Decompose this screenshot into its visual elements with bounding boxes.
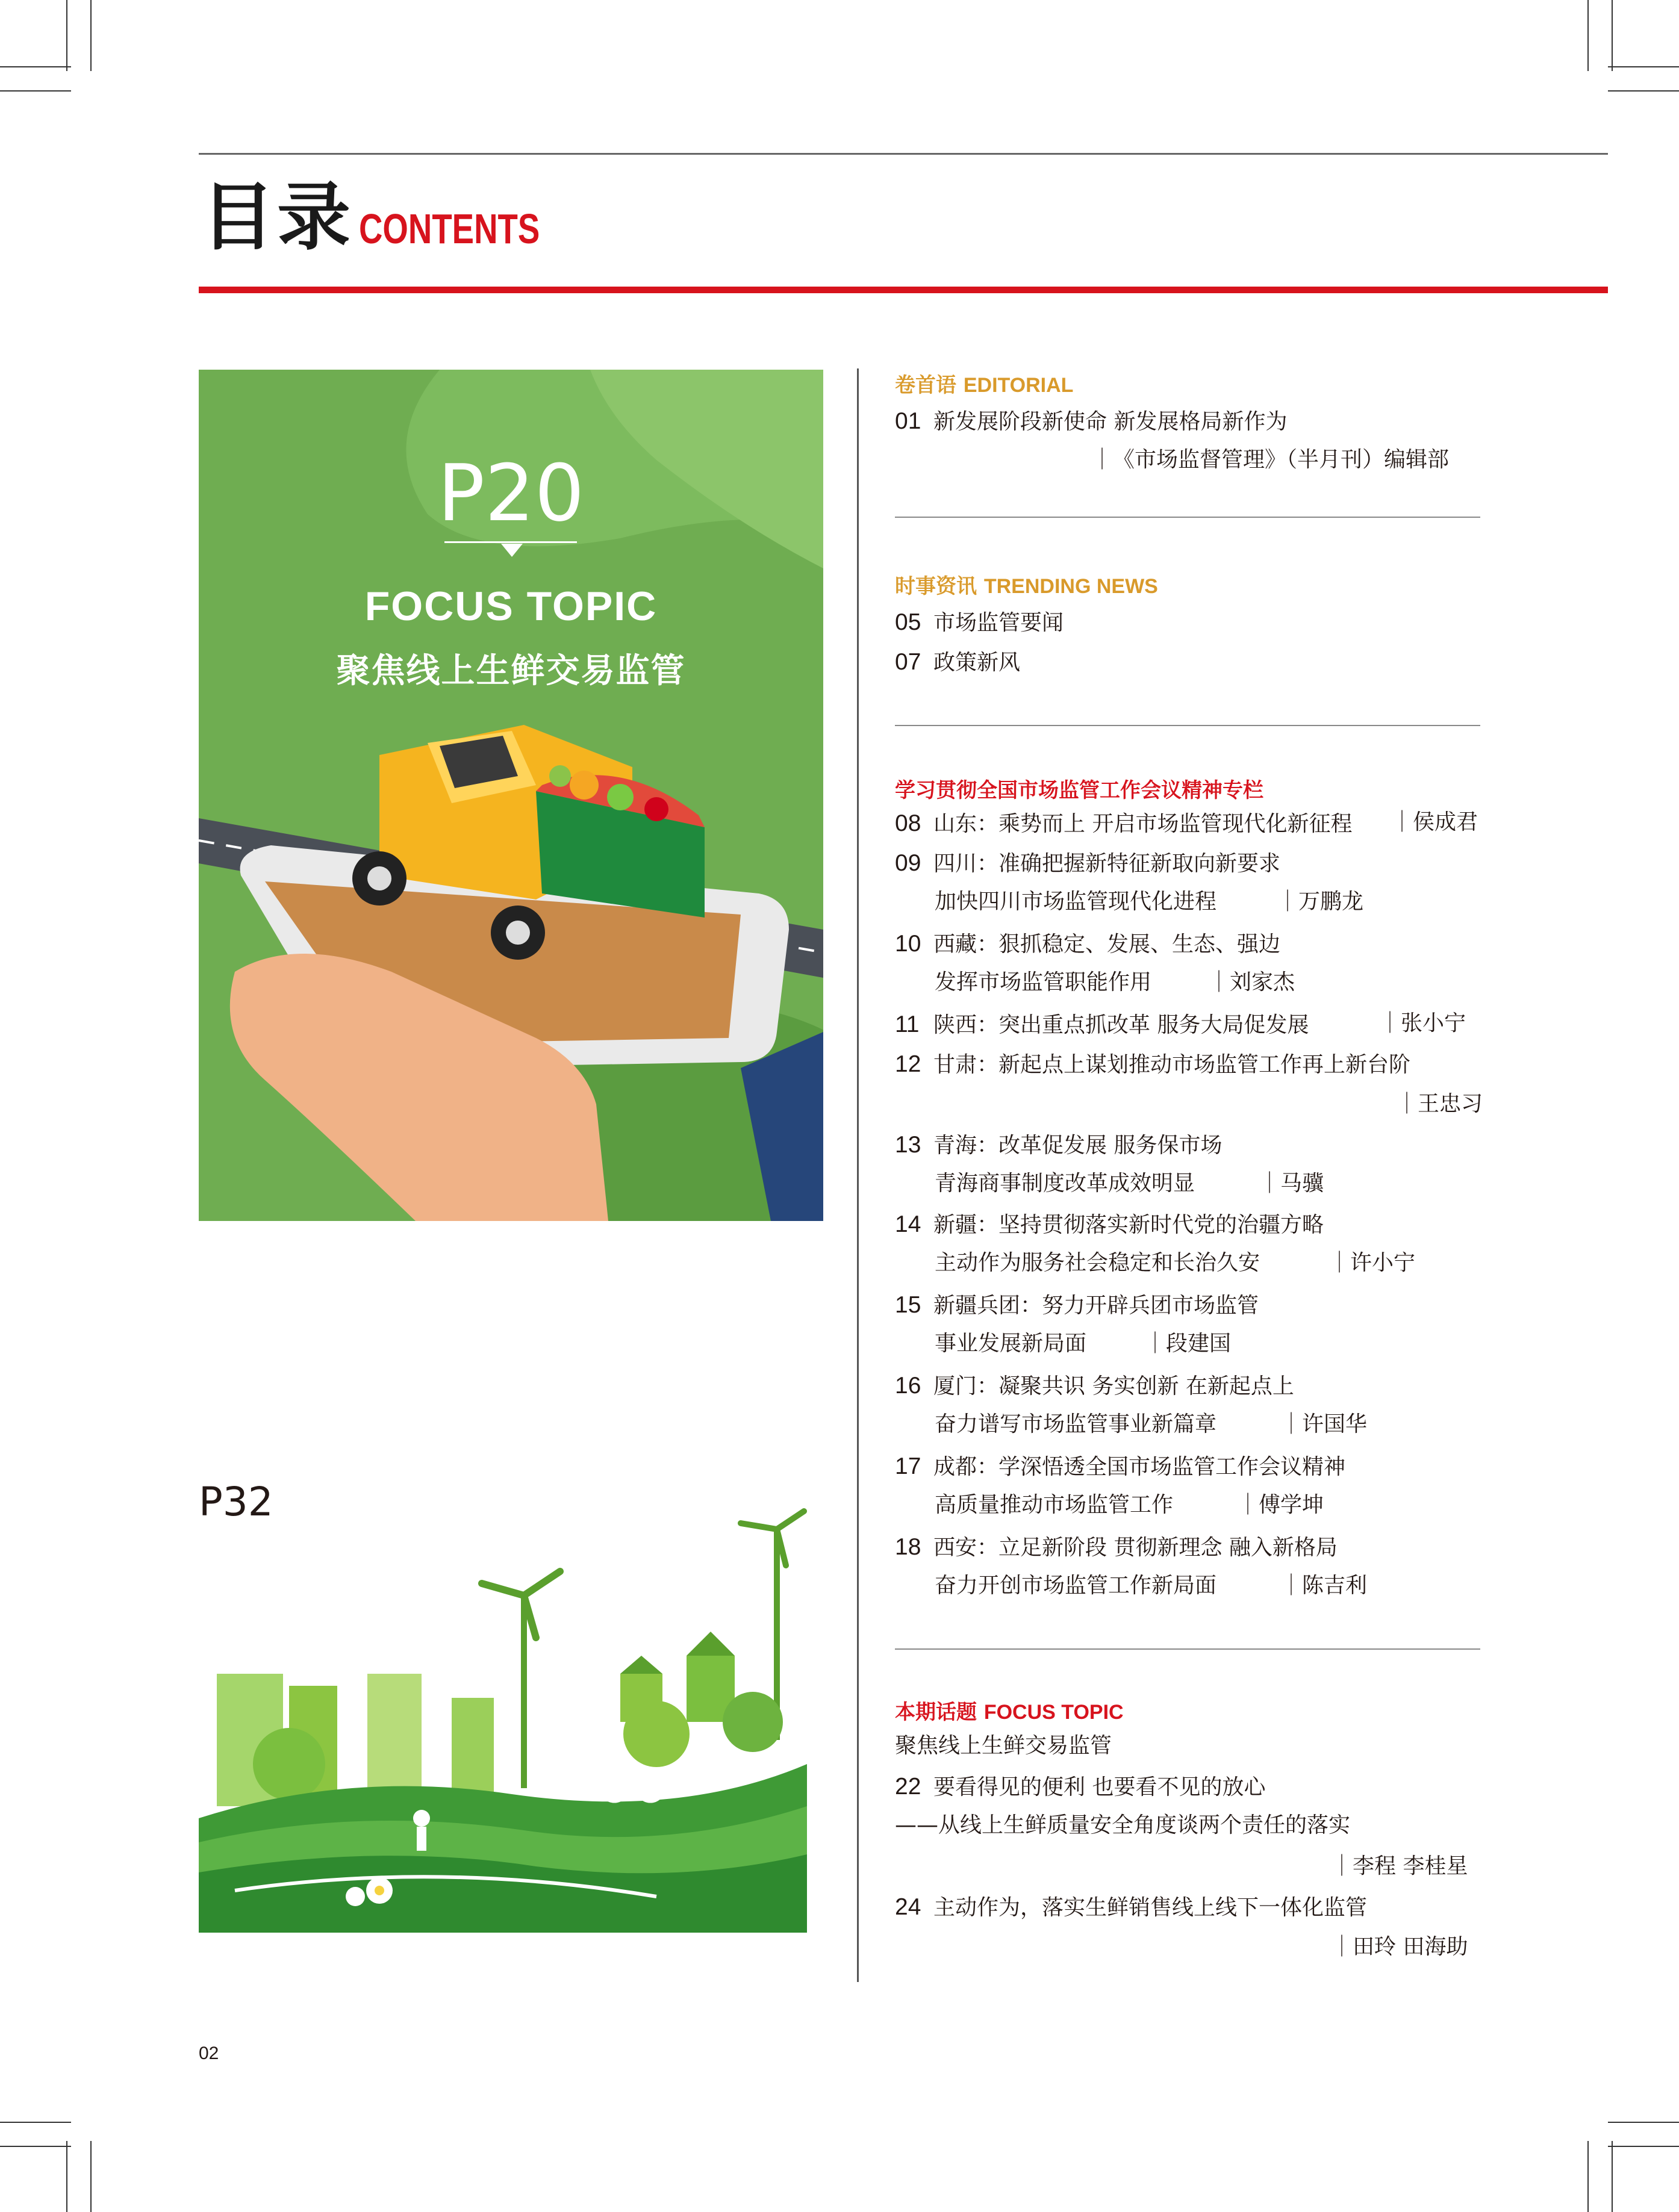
- crop-mark: [0, 2122, 71, 2123]
- toc-title-line2: 青海商事制度改革成效明显: [935, 1171, 1195, 1196]
- section-head-en: TRENDING NEWS: [983, 575, 1158, 598]
- toc-title-line2: 事业发展新局面: [935, 1331, 1087, 1356]
- section-head-zh: 时事资讯: [895, 574, 977, 598]
- toc-title: 西安：立足新阶段 贯彻新理念 融入新格局: [933, 1535, 1338, 1560]
- toc-page-number: 09: [895, 850, 921, 876]
- toc-page-number: 13: [895, 1132, 921, 1158]
- crop-mark: [1608, 66, 1679, 67]
- toc-title: 西藏：狠抓稳定、发展、生态、强边: [933, 932, 1281, 957]
- page-title: 目录: [201, 175, 353, 260]
- toc-entry-10[interactable]: [895, 932, 1280, 955]
- toc-page-number: 11: [895, 1011, 920, 1037]
- toc-title: 厦门：凝聚共识 务实创新 在新起点上: [933, 1374, 1294, 1399]
- page-title-en: CONTENTS: [359, 205, 540, 252]
- crop-mark: [1608, 2122, 1679, 2123]
- toc-entry-12[interactable]: [895, 1052, 1410, 1076]
- crop-mark: [1612, 2141, 1613, 2212]
- toc-author: ｜傅学坤: [1237, 1493, 1324, 1517]
- toc-author: ｜陈吉利: [1280, 1573, 1368, 1598]
- toc-title: 主动作为，落实生鲜销售线上线下一体化监管: [933, 1895, 1368, 1920]
- toc-author: ｜侯成君: [1391, 810, 1478, 834]
- toc-page-number: 24: [895, 1894, 921, 1920]
- section-head-special: [895, 774, 1263, 803]
- title-underline: [199, 287, 1608, 293]
- toc-entry-16[interactable]: [895, 1374, 1294, 1397]
- crop-mark: [90, 2141, 92, 2212]
- feature-label-en: FOCUS TOPIC: [364, 583, 658, 629]
- crop-mark: [0, 90, 71, 92]
- crop-mark: [0, 2146, 71, 2147]
- toc-entry-18[interactable]: [895, 1535, 1338, 1559]
- green-city-illustration[interactable]: [199, 1505, 807, 1933]
- toc-page-number: 10: [895, 931, 921, 957]
- section-head-en: FOCUS TOPIC: [983, 1701, 1124, 1724]
- section-head-focus: [895, 1695, 1124, 1725]
- toc-author: ｜万鹏龙: [1277, 889, 1364, 914]
- toc-page-number: 22: [895, 1774, 921, 1800]
- toc-title: 新疆：坚持贯彻落实新时代党的治疆方略: [933, 1213, 1324, 1237]
- toc-author: ｜马骥: [1259, 1171, 1324, 1196]
- toc-title: 成都：学深悟透全国市场监管工作会议精神: [933, 1455, 1346, 1479]
- section-head-en: EDITORIAL: [963, 374, 1074, 397]
- toc-entry-14[interactable]: [895, 1213, 1324, 1236]
- feature-page-number: P20: [437, 447, 585, 539]
- crop-mark: [1608, 90, 1679, 92]
- feature-label-zh: 聚焦线上生鲜交易监管: [336, 651, 686, 691]
- toc-entry-17[interactable]: [895, 1455, 1345, 1478]
- crop-mark: [66, 2141, 67, 2212]
- toc-author: ｜刘家杰: [1208, 970, 1295, 995]
- section-head-trending: [895, 570, 1158, 599]
- crop-mark: [0, 66, 71, 67]
- toc-title-line2: 主动作为服务社会稳定和长治久安: [935, 1250, 1260, 1275]
- crop-mark: [1608, 2146, 1679, 2147]
- divider: [444, 541, 577, 543]
- toc-page-number: 08: [895, 810, 921, 836]
- section-separator: [895, 725, 1480, 726]
- crop-mark: [1587, 2141, 1589, 2212]
- toc-title-line2: 高质量推动市场监管工作: [935, 1493, 1174, 1517]
- toc-title: 市场监管要闻: [933, 610, 1064, 635]
- toc-author: ｜张小宁: [1379, 1011, 1466, 1036]
- toc-title-line2: 发挥市场监管职能作用: [935, 970, 1152, 995]
- section-head-zh: 学习贯彻全国市场监管工作会议精神专栏: [895, 778, 1263, 803]
- toc-title-line2: ——从线上生鲜质量安全角度谈两个责任的落实: [895, 1813, 1351, 1838]
- crop-mark: [1612, 0, 1613, 71]
- page-number: 02: [199, 2043, 219, 2063]
- toc-page-number: 16: [895, 1373, 921, 1399]
- toc-page-number: 17: [895, 1453, 921, 1479]
- toc-author: ｜田玲 田海助: [1331, 1934, 1468, 1959]
- toc-title: 新疆兵团：努力开辟兵团市场监管: [933, 1293, 1259, 1318]
- section-head-zh: 卷首语: [895, 373, 956, 397]
- toc-entry-09[interactable]: [895, 851, 1280, 875]
- section-separator: [895, 1648, 1480, 1650]
- triangle-pointer-icon: [501, 544, 523, 557]
- toc-title: 陕西：突出重点抓改革 服务大局促发展: [933, 1013, 1309, 1037]
- top-rule: [199, 153, 1608, 155]
- section-head-zh: 本期话题: [895, 1700, 977, 1724]
- toc-author: ｜许国华: [1280, 1412, 1368, 1437]
- toc-page-number: 14: [895, 1211, 921, 1237]
- toc-title: 山东：乘势而上 开启市场监管现代化新征程: [933, 812, 1353, 836]
- column-divider: [857, 368, 859, 1982]
- toc-page-number: 12: [895, 1051, 921, 1077]
- toc-entry-11[interactable]: [895, 1013, 1309, 1036]
- toc-entry-05[interactable]: [895, 610, 1064, 634]
- toc-author: ｜《市场监督管理》（半月刊）编辑部: [1091, 447, 1450, 472]
- toc-title: 甘肃：新起点上谋划推动市场监管工作再上新台阶: [933, 1052, 1411, 1077]
- toc-page-number: 05: [895, 609, 921, 635]
- toc-title-line2: 奋力谱写市场监管事业新篇章: [935, 1412, 1217, 1437]
- section-separator: [895, 517, 1480, 518]
- toc-author: ｜许小宁: [1329, 1250, 1416, 1275]
- toc-title: 要看得见的便利 也要看不见的放心: [933, 1775, 1266, 1800]
- toc-entry-01[interactable]: [895, 409, 1287, 433]
- feature-panel-p20[interactable]: [199, 370, 823, 1221]
- toc-author: ｜段建国: [1144, 1331, 1232, 1356]
- toc-title-line2: 奋力开创市场监管工作新局面: [935, 1573, 1217, 1598]
- toc-entry-08[interactable]: [895, 812, 1352, 835]
- feature-page-number-p32: P32: [199, 1479, 273, 1525]
- crop-mark: [66, 0, 67, 71]
- toc-author: ｜王忠习: [1396, 1092, 1483, 1116]
- toc-title: 政策新风: [933, 650, 1021, 675]
- toc-page-number: 18: [895, 1534, 921, 1560]
- toc-page-number: 15: [895, 1292, 921, 1318]
- toc-author: ｜李程 李桂星: [1331, 1854, 1468, 1878]
- focus-subtitle: 聚焦线上生鲜交易监管: [895, 1733, 1112, 1758]
- toc-title: 新发展阶段新使命 新发展格局新作为: [933, 409, 1288, 434]
- toc-page-number: 07: [895, 649, 921, 675]
- toc-entry-07[interactable]: [895, 650, 1020, 674]
- toc-title: 四川：准确把握新特征新取向新要求: [933, 851, 1281, 876]
- toc-title: 青海：改革促发展 服务保市场: [933, 1133, 1223, 1158]
- toc-entry-13[interactable]: [895, 1133, 1222, 1157]
- toc-page-number: 01: [895, 408, 921, 434]
- toc-title-line2: 加快四川市场监管现代化进程: [935, 889, 1217, 914]
- toc-entry-22[interactable]: [895, 1775, 1265, 1798]
- crop-mark: [90, 0, 92, 71]
- toc-entry-24[interactable]: [895, 1895, 1367, 1919]
- toc-entry-15[interactable]: [895, 1293, 1259, 1317]
- crop-mark: [1587, 0, 1589, 71]
- section-head-editorial: [895, 368, 1073, 398]
